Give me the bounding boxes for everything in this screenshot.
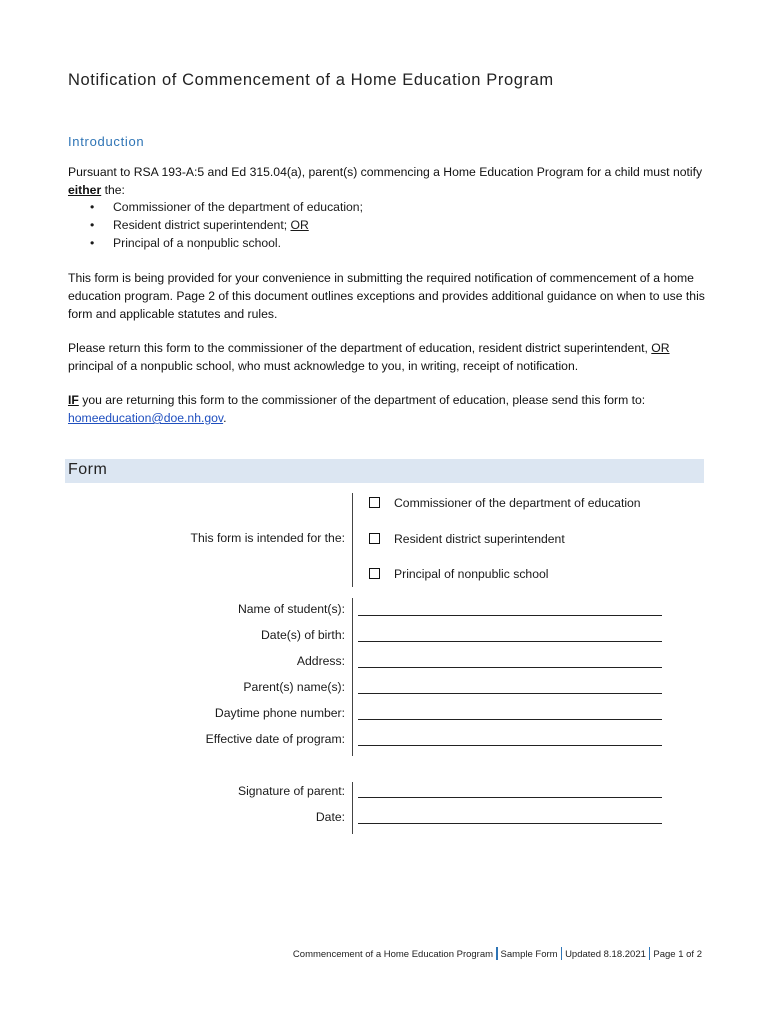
period: . xyxy=(223,411,227,425)
option-label: Principal of nonpublic school xyxy=(394,567,549,581)
footer-separator xyxy=(649,947,651,960)
page-footer xyxy=(293,947,702,960)
parent-name-field[interactable] xyxy=(358,681,662,694)
list-item xyxy=(90,198,363,216)
parent-name-label: Parent(s) name(s): xyxy=(243,680,345,694)
divider-line xyxy=(352,782,353,834)
divider-line xyxy=(352,493,353,587)
bullet-icon: • xyxy=(90,218,95,232)
student-name-field[interactable] xyxy=(358,603,662,616)
address-field[interactable] xyxy=(358,655,662,668)
list-item-label: Principal of a nonpublic school. xyxy=(113,236,282,250)
signature-field[interactable] xyxy=(358,785,662,798)
intro-text-a: Pursuant to RSA 193-A:5 and Ed 315.04(a), parent(s) commencing a Home Education Program for a child must notify xyxy=(68,165,703,179)
option-label: Commissioner of the department of education xyxy=(394,496,641,510)
list-item xyxy=(90,216,363,234)
phone-field[interactable] xyxy=(358,707,662,720)
email-paragraph xyxy=(68,391,708,427)
introduction-heading: Introduction xyxy=(68,134,145,149)
recipient-list xyxy=(90,198,363,252)
intended-for-label: This form is intended for the: xyxy=(190,531,345,545)
form-section-header xyxy=(65,459,704,483)
return-text-a: Please return this form to the commissioner of the department of education, resident district superintendent, xyxy=(68,341,652,355)
list-item-label: Resident district superintendent; xyxy=(113,218,291,232)
footer-page-number: Page 1 of 2 xyxy=(653,949,702,960)
either-emphasis: either xyxy=(68,183,102,197)
or-emphasis: OR xyxy=(651,341,670,355)
footer-separator xyxy=(496,947,498,960)
birth-date-field[interactable] xyxy=(358,629,662,642)
checkbox-icon[interactable] xyxy=(369,533,380,544)
bullet-icon: • xyxy=(90,236,95,250)
convenience-paragraph: This form is being provided for your convenience in submitting the required notification of commencement of a home education program. Page 2 of this document outlines exceptions and provides additional guidance on when to use this form and applicable statutes and rules. xyxy=(68,271,705,321)
list-item xyxy=(90,234,363,252)
email-text: you are returning this form to the commissioner of the department of education, please send this form to: xyxy=(78,393,646,407)
option-label: Resident district superintendent xyxy=(394,532,565,546)
checkbox-icon[interactable] xyxy=(369,568,380,579)
option-commissioner[interactable] xyxy=(369,496,641,510)
footer-doc-title: Commencement of a Home Education Program xyxy=(292,949,494,960)
form-heading: Form xyxy=(68,461,108,478)
list-item-label: Commissioner of the department of education; xyxy=(113,200,363,214)
return-paragraph xyxy=(68,339,708,375)
checkbox-icon[interactable] xyxy=(369,497,380,508)
if-emphasis: IF xyxy=(68,393,79,407)
bullet-icon: • xyxy=(90,200,95,214)
return-text-b: principal of a nonpublic school, who must acknowledge to you, in writing, receipt of notification. xyxy=(68,359,579,373)
signature-label: Signature of parent: xyxy=(237,784,345,798)
phone-label: Daytime phone number: xyxy=(214,706,345,720)
student-name-label: Name of student(s): xyxy=(237,602,345,616)
date-label: Date: xyxy=(315,810,345,824)
address-label: Address: xyxy=(296,654,345,668)
or-emphasis: OR xyxy=(290,218,309,232)
effective-date-field[interactable] xyxy=(358,733,662,746)
option-principal[interactable] xyxy=(369,567,548,581)
divider-line xyxy=(352,598,353,756)
date-field[interactable] xyxy=(358,811,662,824)
email-link[interactable]: homeeducation@doe.nh.gov xyxy=(68,411,224,425)
intro-text-b: the: xyxy=(101,183,125,197)
page-title: Notification of Commencement of a Home Education Program xyxy=(68,71,554,89)
birth-date-label: Date(s) of birth: xyxy=(261,628,345,642)
option-superintendent[interactable] xyxy=(369,532,565,546)
footer-updated: Updated 8.18.2021 xyxy=(565,949,646,960)
intro-paragraph xyxy=(68,163,708,199)
footer-form-type: Sample Form xyxy=(500,949,558,960)
effective-date-label: Effective date of program: xyxy=(205,732,345,746)
footer-separator xyxy=(561,947,563,960)
